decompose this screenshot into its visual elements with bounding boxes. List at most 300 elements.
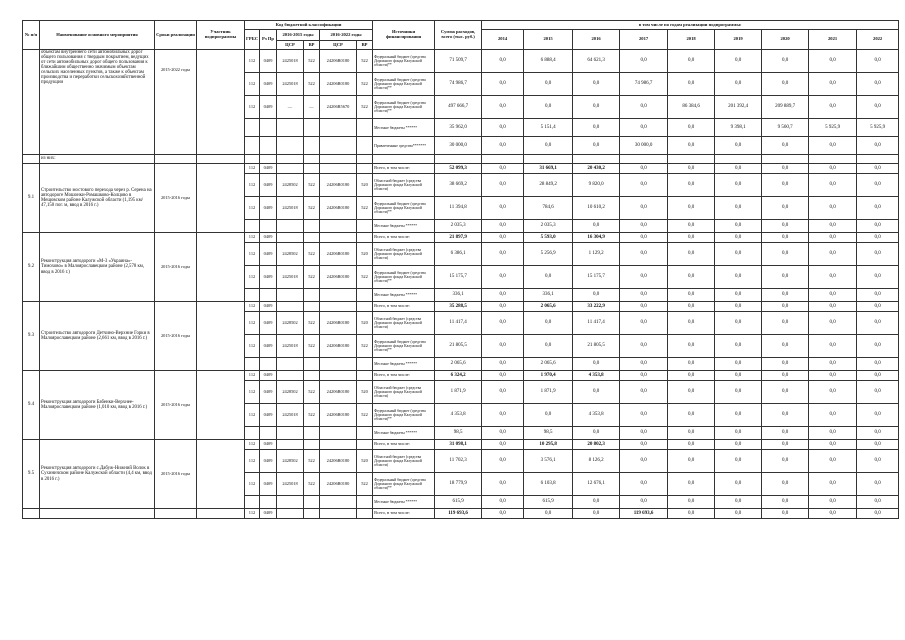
sum-cell: 2 035,3: [435, 220, 482, 233]
value-cell: 6 888,4: [524, 50, 573, 73]
value-cell: 0,0: [762, 164, 809, 174]
csr-cell: 2425018: [277, 266, 304, 289]
value-cell: 0,0: [668, 427, 715, 440]
value-cell: 784,6: [524, 197, 573, 220]
empty-cell: [197, 155, 245, 164]
value-cell: 0,0: [620, 302, 668, 312]
value-cell: 0,0: [482, 404, 524, 427]
sum-cell: 11 417,4: [435, 312, 482, 335]
value-cell: 5 151,4: [524, 119, 573, 137]
value-cell: 0,0: [762, 50, 809, 73]
header-year: 2018: [668, 30, 715, 50]
participant-cell: [197, 302, 245, 371]
rzpr-cell: 0409: [260, 50, 277, 73]
empty-cell: [197, 509, 245, 519]
empty-cell: [155, 509, 197, 519]
csr-cell: [320, 233, 357, 243]
value-cell: 33 222,9: [573, 302, 620, 312]
value-cell: 9 820,0: [573, 174, 620, 197]
value-cell: 0,0: [668, 73, 715, 96]
grbs-cell: 112: [245, 73, 260, 96]
value-cell: 0,0: [857, 404, 899, 427]
vr-cell: [357, 358, 373, 371]
csr-cell: [320, 371, 357, 381]
row-number: 9.1: [23, 164, 40, 233]
source-cell: Местные бюджеты ******: [373, 496, 435, 509]
csr-cell: [277, 358, 304, 371]
value-cell: 0,0: [857, 371, 899, 381]
header-name: Наименование основного мероприятия: [40, 21, 155, 50]
source-cell: Федеральный бюджет (средства Дорожного фонда Калужской области)**: [373, 335, 435, 358]
grbs-cell: 112: [245, 164, 260, 174]
value-cell: 0,0: [524, 73, 573, 96]
csr-cell: 24206R0180: [320, 174, 357, 197]
term-cell: 2015-2016 годы: [155, 440, 197, 509]
vr-cell: [357, 371, 373, 381]
value-cell: 0,0: [668, 440, 715, 450]
vr-cell: 522: [357, 473, 373, 496]
header-by-year: в том числе по годам реализации подпрограммы:: [482, 21, 899, 30]
value-cell: 0,0: [857, 50, 899, 73]
csr-cell: [320, 289, 357, 302]
value-cell: 0,0: [482, 427, 524, 440]
empty-cell: [40, 509, 155, 519]
vr-cell: 522: [357, 266, 373, 289]
value-cell: 0,0: [857, 358, 899, 371]
value-cell: 1 970,4: [524, 371, 573, 381]
value-cell: 0,0: [857, 473, 899, 496]
value-cell: 5 593,0: [524, 233, 573, 243]
vr-cell: 520: [357, 174, 373, 197]
value-cell: 1 129,2: [573, 243, 620, 266]
value-cell: 0,0: [668, 509, 715, 519]
value-cell: 0,0: [857, 496, 899, 509]
value-cell: 0,0: [573, 220, 620, 233]
value-cell: 0,0: [762, 137, 809, 155]
sum-cell: 30 000,0: [435, 137, 482, 155]
value-cell: 0,0: [573, 289, 620, 302]
vr-cell: [304, 233, 320, 243]
csr-cell: [277, 137, 304, 155]
value-cell: 0,0: [715, 174, 762, 197]
vr-cell: 522: [304, 473, 320, 496]
value-cell: 9 398,1: [715, 119, 762, 137]
value-cell: 0,0: [715, 220, 762, 233]
value-cell: 0,0: [715, 496, 762, 509]
value-cell: 0,0: [524, 509, 573, 519]
vr-cell: 522: [304, 450, 320, 473]
rzpr-cell: 0409: [260, 96, 277, 119]
value-cell: 0,0: [573, 509, 620, 519]
value-cell: 5 256,9: [524, 243, 573, 266]
sum-cell: 38 669,2: [435, 174, 482, 197]
value-cell: 0,0: [482, 289, 524, 302]
header-num: № п/п: [23, 21, 40, 50]
value-cell: 0,0: [668, 335, 715, 358]
value-cell: 0,0: [524, 335, 573, 358]
source-cell: Областной бюджет (средства Дорожного фонда Калужской области): [373, 243, 435, 266]
vr-cell: 522: [304, 312, 320, 335]
value-cell: 0,0: [715, 440, 762, 450]
csr-cell: 2425018: [277, 473, 304, 496]
value-cell: 0,0: [809, 381, 857, 404]
empty-cell: [435, 155, 482, 164]
value-cell: 0,0: [715, 450, 762, 473]
header-vr: ВР: [304, 41, 320, 50]
value-cell: 0,0: [762, 174, 809, 197]
source-cell: Областной бюджет (средства Дорожного фонда Калужской области): [373, 450, 435, 473]
value-cell: 0,0: [668, 496, 715, 509]
value-cell: 0,0: [668, 450, 715, 473]
grbs-cell: [245, 119, 260, 137]
source-cell: Федеральный бюджет (средства Дорожного фонда Калужской области)**: [373, 404, 435, 427]
grbs-cell: 112: [245, 335, 260, 358]
value-cell: 20 802,3: [573, 440, 620, 450]
empty-cell: [155, 155, 197, 164]
header-year: 2015: [524, 30, 573, 50]
grbs-cell: [245, 289, 260, 302]
vr-cell: 522: [357, 197, 373, 220]
value-cell: 0,0: [715, 381, 762, 404]
grbs-cell: 112: [245, 302, 260, 312]
value-cell: 0,0: [809, 440, 857, 450]
empty-cell: [277, 509, 304, 519]
rzpr-cell: 0409: [260, 243, 277, 266]
budget-table: [22, 20, 899, 519]
empty-cell: [715, 155, 762, 164]
vr-cell: [357, 496, 373, 509]
value-cell: 0,0: [715, 335, 762, 358]
value-cell: 0,0: [715, 404, 762, 427]
participant-cell: [197, 233, 245, 302]
rzpr-cell: 0409: [260, 312, 277, 335]
rzpr-cell: 0409: [260, 266, 277, 289]
value-cell: 0,0: [857, 220, 899, 233]
value-cell: 0,0: [762, 289, 809, 302]
value-cell: 0,0: [482, 473, 524, 496]
value-cell: 209 889,7: [762, 96, 809, 119]
row-number: 9.3: [23, 302, 40, 371]
value-cell: 0,0: [762, 312, 809, 335]
value-cell: 0,0: [809, 50, 857, 73]
csr-cell: —: [277, 96, 304, 119]
value-cell: 0,0: [857, 289, 899, 302]
csr-cell: [277, 220, 304, 233]
value-cell: 0,0: [620, 496, 668, 509]
value-cell: 0,0: [809, 197, 857, 220]
value-cell: 119 693,6: [620, 509, 668, 519]
sum-cell: 615,9: [435, 496, 482, 509]
value-cell: 0,0: [668, 381, 715, 404]
value-cell: 4 353,8: [573, 371, 620, 381]
csr-cell: 2428502: [277, 174, 304, 197]
csr-cell: 24206R0180: [320, 312, 357, 335]
header-year: 2021: [809, 30, 857, 50]
sum-cell: 15 175,7: [435, 266, 482, 289]
sum-cell: 52 099,3: [435, 164, 482, 174]
value-cell: 0,0: [857, 137, 899, 155]
value-cell: 0,0: [668, 220, 715, 233]
value-cell: 0,0: [482, 164, 524, 174]
value-cell: 3 576,1: [524, 450, 573, 473]
csr-cell: 24206R0180: [320, 381, 357, 404]
empty-cell: [320, 509, 357, 519]
value-cell: 0,0: [762, 509, 809, 519]
header-year: 2019: [715, 30, 762, 50]
sum-cell: 74 986,7: [435, 73, 482, 96]
source-cell: Федеральный бюджет (средства Дорожного фонда Калужской области)**: [373, 73, 435, 96]
source-cell: Федеральный бюджет (средства Дорожного фонда Калужской области)**: [373, 197, 435, 220]
value-cell: 0,0: [668, 473, 715, 496]
table-row: [23, 164, 899, 174]
value-cell: 0,0: [573, 496, 620, 509]
value-cell: 0,0: [809, 473, 857, 496]
value-cell: 0,0: [482, 243, 524, 266]
source-cell: Федеральный бюджет (средства Дорожного фонда Калужской области)**: [373, 50, 435, 73]
table-row: [23, 509, 899, 519]
csr-cell: 2428502: [277, 243, 304, 266]
value-cell: 0,0: [482, 440, 524, 450]
value-cell: 0,0: [668, 302, 715, 312]
csr-cell: 24206R0180: [320, 450, 357, 473]
header-year: 2016: [573, 30, 620, 50]
row-number: 9.5: [23, 440, 40, 509]
value-cell: 12 676,1: [573, 473, 620, 496]
value-cell: 0,0: [482, 335, 524, 358]
csr-cell: 24206R0180: [320, 50, 357, 73]
source-cell: Областной бюджет (средства Дорожного фонда Калужской области): [373, 174, 435, 197]
value-cell: 0,0: [524, 266, 573, 289]
rzpr-cell: [260, 427, 277, 440]
value-cell: 16 304,9: [573, 233, 620, 243]
csr-cell: 24206R0180: [320, 335, 357, 358]
vr-cell: 522: [357, 404, 373, 427]
csr-cell: [320, 302, 357, 312]
vr-cell: [304, 164, 320, 174]
csr-cell: 2428502: [277, 450, 304, 473]
csr-cell: [277, 233, 304, 243]
grbs-cell: [245, 427, 260, 440]
value-cell: 64 621,3: [573, 50, 620, 73]
value-cell: 0,0: [762, 197, 809, 220]
value-cell: 0,0: [524, 404, 573, 427]
grbs-cell: 112: [245, 266, 260, 289]
value-cell: 4 353,8: [573, 404, 620, 427]
value-cell: 0,0: [857, 450, 899, 473]
value-cell: 2 035,3: [524, 220, 573, 233]
participant-cell: [197, 371, 245, 440]
empty-cell: [304, 155, 320, 164]
header-year: 2017: [620, 30, 668, 50]
value-cell: 0,0: [715, 289, 762, 302]
csr-cell: [277, 440, 304, 450]
value-cell: 0,0: [482, 137, 524, 155]
sum-cell: 31 098,1: [435, 440, 482, 450]
vr-cell: 520: [357, 381, 373, 404]
measure-name: объектам внутреннего сети автомобильных дорог общего пользования с твердым покрытием, ведущих от сети автомобильных дорог общего пользования к ближайшим общественно значимым объектам сельских населенных пунктов, а также к объектам производства и переработки сельскохозяйственной продукции: [40, 50, 155, 155]
participant-cell: [197, 164, 245, 233]
value-cell: 0,0: [762, 371, 809, 381]
value-cell: 0,0: [809, 335, 857, 358]
value-cell: 0,0: [573, 137, 620, 155]
value-cell: 0,0: [620, 164, 668, 174]
value-cell: 0,0: [809, 289, 857, 302]
empty-cell: [668, 155, 715, 164]
value-cell: 0,0: [620, 233, 668, 243]
source-cell: Областной бюджет (средства Дорожного фонда Калужской области): [373, 381, 435, 404]
csr-cell: [277, 289, 304, 302]
sum-cell: 11 394,8: [435, 197, 482, 220]
value-cell: 2 065,6: [524, 302, 573, 312]
vr-cell: [304, 289, 320, 302]
participant-cell: [197, 440, 245, 509]
table-row: [23, 155, 899, 164]
value-cell: 0,0: [668, 137, 715, 155]
vr-cell: [357, 427, 373, 440]
csr-cell: [320, 137, 357, 155]
source-cell: Всего, в том числе:: [373, 371, 435, 381]
value-cell: 0,0: [668, 312, 715, 335]
value-cell: 0,0: [482, 197, 524, 220]
vr-cell: 520: [357, 243, 373, 266]
value-cell: 0,0: [482, 381, 524, 404]
value-cell: 0,0: [482, 119, 524, 137]
value-cell: 0,0: [482, 220, 524, 233]
csr-cell: 2428502: [277, 381, 304, 404]
value-cell: 0,0: [668, 119, 715, 137]
vr-cell: [304, 119, 320, 137]
row-number: [23, 50, 40, 155]
value-cell: 0,0: [857, 73, 899, 96]
value-cell: 0,0: [620, 427, 668, 440]
source-cell: Федеральный бюджет (средства Дорожного фонда Калужской области)**: [373, 266, 435, 289]
value-cell: 0,0: [620, 440, 668, 450]
value-cell: 0,0: [620, 473, 668, 496]
value-cell: 31 669,1: [524, 164, 573, 174]
measure-name: Реконструкция автодороги с.Дабуж-Нижний Волок в Сухиничском районе Калужской области (4,4 км, ввод в 2016 г.): [40, 440, 155, 509]
header-grbs: ГРБС: [245, 30, 260, 50]
vr-cell: 522: [357, 96, 373, 119]
table-row: [23, 50, 899, 73]
value-cell: 0,0: [573, 427, 620, 440]
source-cell: Местные бюджеты ******: [373, 427, 435, 440]
csr-cell: [320, 220, 357, 233]
value-cell: 0,0: [482, 496, 524, 509]
vr-cell: 522: [304, 197, 320, 220]
vr-cell: [304, 371, 320, 381]
empty-cell: [620, 155, 668, 164]
value-cell: 0,0: [809, 427, 857, 440]
value-cell: 10 610,2: [573, 197, 620, 220]
grbs-cell: 112: [245, 381, 260, 404]
grbs-cell: 112: [245, 174, 260, 197]
empty-cell: [357, 509, 373, 519]
value-cell: 0,0: [762, 404, 809, 427]
vr-cell: 522: [304, 50, 320, 73]
csr-cell: 2425018: [277, 73, 304, 96]
value-cell: 0,0: [668, 164, 715, 174]
value-cell: 0,0: [715, 358, 762, 371]
value-cell: 0,0: [715, 312, 762, 335]
grbs-cell: 112: [245, 509, 260, 519]
term-cell: 2015-2016 годы: [155, 164, 197, 233]
source-cell: Федеральный бюджет (средства Дорожного фонда Калужской области)**: [373, 96, 435, 119]
grbs-cell: 112: [245, 233, 260, 243]
sum-cell: 98,5: [435, 427, 482, 440]
measure-name: Строительство мостового перехода через р. Серена на автодороге Мошонки-Ромашково-Колцово в Мещовском районе Калужской области (1,195 км/ 47,150 пог. м, ввод в 2016 г.): [40, 164, 155, 233]
sum-cell: 35 962,0: [435, 119, 482, 137]
value-cell: 0,0: [482, 312, 524, 335]
value-cell: 0,0: [857, 427, 899, 440]
empty-cell: [357, 155, 373, 164]
grbs-cell: 112: [245, 96, 260, 119]
grbs-cell: 112: [245, 371, 260, 381]
rzpr-cell: [260, 496, 277, 509]
vr-cell: 522: [304, 243, 320, 266]
vr-cell: [304, 137, 320, 155]
value-cell: 0,0: [620, 96, 668, 119]
rzpr-cell: 0409: [260, 73, 277, 96]
value-cell: 0,0: [762, 440, 809, 450]
vr-cell: [357, 119, 373, 137]
value-cell: 30 000,0: [620, 137, 668, 155]
empty-cell: [762, 155, 809, 164]
sum-cell: 18 779,9: [435, 473, 482, 496]
grbs-cell: 112: [245, 440, 260, 450]
header-kbk: Код бюджетной классификации: [245, 21, 373, 30]
value-cell: 0,0: [620, 358, 668, 371]
vr-cell: [304, 302, 320, 312]
csr-cell: [320, 496, 357, 509]
value-cell: 0,0: [668, 50, 715, 73]
value-cell: 0,0: [809, 358, 857, 371]
value-cell: 0,0: [715, 233, 762, 243]
csr-cell: 2425018: [277, 404, 304, 427]
value-cell: 0,0: [482, 50, 524, 73]
value-cell: 0,0: [620, 312, 668, 335]
header-csr: ЦСР: [320, 41, 357, 50]
value-cell: 0,0: [857, 164, 899, 174]
value-cell: 0,0: [715, 302, 762, 312]
term-cell: 2015-2022 годы: [155, 50, 197, 155]
sum-cell: 2 065,6: [435, 358, 482, 371]
value-cell: 0,0: [762, 450, 809, 473]
participant-cell: [197, 50, 245, 155]
value-cell: 86 384,6: [668, 96, 715, 119]
value-cell: 0,0: [620, 289, 668, 302]
measure-name: Реконструкция автодороги Бабенки-Верхнее-Малоярославецком районе (1,010 км, ввод в 2016 г.): [40, 371, 155, 440]
header-year: 2022: [857, 30, 899, 50]
sum-cell: 11 702,3: [435, 450, 482, 473]
csr-cell: 24206R5670: [320, 96, 357, 119]
csr-cell: 24206R0180: [320, 473, 357, 496]
header-rzpr: Рз Пр: [260, 30, 277, 50]
value-cell: 615,9: [524, 496, 573, 509]
value-cell: 0,0: [573, 381, 620, 404]
csr-cell: 24206R0180: [320, 243, 357, 266]
empty-cell: [277, 155, 304, 164]
value-cell: 0,0: [668, 371, 715, 381]
rzpr-cell: 0409: [260, 440, 277, 450]
value-cell: 0,0: [857, 312, 899, 335]
sum-cell: 6 386,1: [435, 243, 482, 266]
value-cell: 0,0: [857, 266, 899, 289]
grbs-cell: 112: [245, 404, 260, 427]
csr-cell: [277, 119, 304, 137]
sum-cell: 21 805,5: [435, 335, 482, 358]
header-period-2: 2016-2022 годы: [320, 30, 373, 41]
csr-cell: [320, 119, 357, 137]
